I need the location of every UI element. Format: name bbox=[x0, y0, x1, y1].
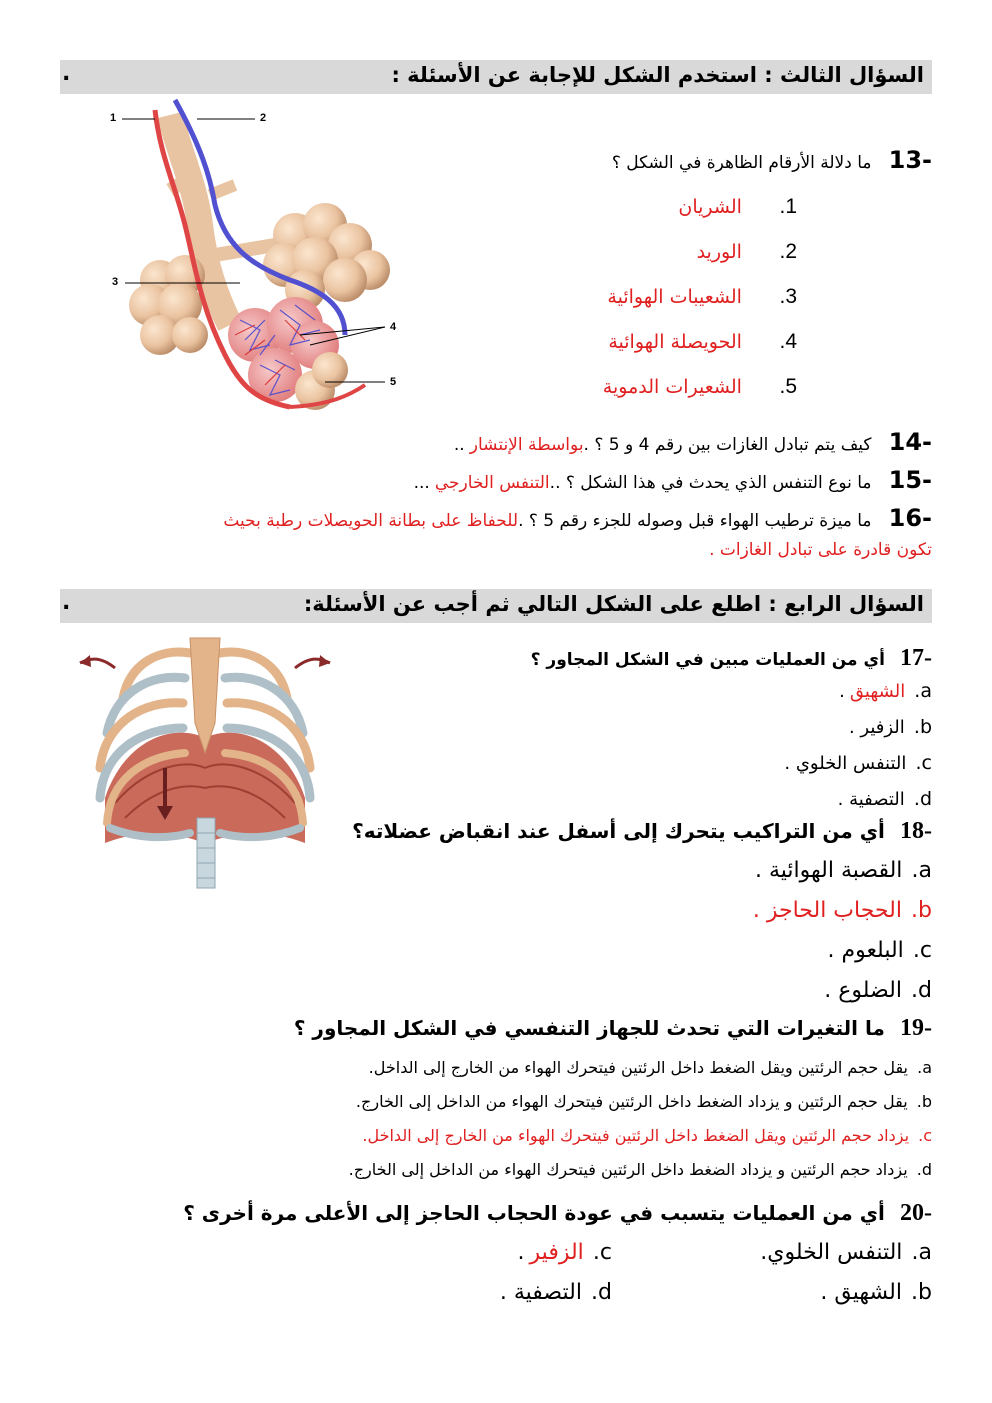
list-item bbox=[603, 330, 797, 375]
option-letter: d. bbox=[913, 788, 932, 810]
section4-title: السؤال الرابع : اطلع على الشكل التالي ثم أجب عن الأسئلة: bbox=[303, 592, 924, 616]
option-letter: b. bbox=[911, 1280, 932, 1305]
q20-line bbox=[183, 1200, 932, 1227]
q16-answer-continued: تكون قادرة على تبادل الغازات . bbox=[709, 540, 932, 560]
option-a[interactable] bbox=[753, 858, 932, 898]
q14-line bbox=[454, 428, 932, 456]
option-b[interactable] bbox=[784, 716, 932, 752]
option-text: التصفية . bbox=[499, 1280, 582, 1305]
option-letter: a. bbox=[911, 858, 932, 883]
option-letter: b. bbox=[916, 1092, 932, 1111]
ribcage-figure bbox=[65, 628, 345, 893]
q16-line bbox=[223, 504, 932, 532]
item-answer: الشعيبات الهوائية bbox=[607, 286, 742, 308]
option-text: التنفس الخلوي. bbox=[760, 1240, 903, 1265]
q17-line bbox=[531, 645, 932, 672]
option-c[interactable] bbox=[784, 752, 932, 788]
q16-line2 bbox=[709, 540, 932, 560]
option-letter: c. bbox=[915, 752, 932, 774]
option-d[interactable] bbox=[753, 978, 932, 1018]
figure-label-4: 4 bbox=[390, 321, 397, 333]
q18-options bbox=[753, 858, 932, 1018]
option-letter: a. bbox=[914, 680, 932, 702]
item-answer: الحويصلة الهوائية bbox=[608, 331, 742, 353]
option-letter: d. bbox=[916, 1160, 932, 1179]
option-text: يزداد حجم الرئتين و يزداد الضغط داخل الرئتين فيتحرك الهواء من الداخل إلى الخارج. bbox=[348, 1160, 908, 1179]
list-item bbox=[603, 375, 797, 420]
alveoli-figure bbox=[100, 95, 420, 425]
q17-number: -17 bbox=[900, 645, 932, 671]
option-letter: a. bbox=[911, 1240, 932, 1265]
option-tail: . bbox=[839, 681, 845, 702]
option-answer: الحجاب الحاجز . bbox=[752, 898, 902, 923]
q13-list bbox=[603, 195, 797, 420]
q20-number: -20 bbox=[900, 1200, 932, 1226]
q16-number: -16 bbox=[888, 504, 932, 532]
option-text: البلعوم . bbox=[827, 938, 904, 963]
option-answer: يزداد حجم الرئتين ويقل الضغط داخل الرئتين فيتحرك الهواء من الخارج إلى الداخل. bbox=[362, 1126, 910, 1145]
q19-number: -19 bbox=[900, 1015, 932, 1041]
option-text: التنفس الخلوي . bbox=[784, 753, 907, 774]
q14-number: -14 bbox=[888, 428, 932, 456]
q15-number: -15 bbox=[888, 466, 932, 494]
list-item bbox=[603, 195, 797, 240]
item-number: 1. bbox=[779, 195, 797, 218]
q15-tail: ... bbox=[413, 473, 430, 493]
section4-dot: . bbox=[62, 590, 71, 615]
option-letter: b. bbox=[913, 716, 932, 738]
option-d[interactable] bbox=[349, 1160, 932, 1194]
section3-dot: . bbox=[62, 61, 71, 86]
q20-option-a[interactable] bbox=[760, 1240, 932, 1265]
option-letter: d. bbox=[911, 978, 932, 1003]
option-b[interactable] bbox=[349, 1092, 932, 1126]
q13-text: ما دلالة الأرقام الظاهرة في الشكل ؟ bbox=[611, 153, 872, 173]
option-letter: c. bbox=[592, 1240, 612, 1265]
section4-header bbox=[60, 589, 932, 623]
q15-line bbox=[414, 466, 932, 494]
option-text: يقل حجم الرئتين ويقل الضغط داخل الرئتين فيتحرك الهواء من الخارج إلى الداخل. bbox=[368, 1058, 908, 1077]
q17-text: أي من العمليات مبين في الشكل المجاور ؟ bbox=[530, 650, 885, 670]
option-answer: الزفير bbox=[529, 1240, 584, 1265]
option-b[interactable] bbox=[753, 898, 932, 938]
option-letter: a. bbox=[917, 1058, 932, 1077]
q20-option-c[interactable] bbox=[517, 1240, 612, 1265]
alveoli-illustration bbox=[100, 95, 420, 425]
item-answer: الوريد bbox=[696, 241, 742, 263]
item-number: 2. bbox=[779, 240, 797, 263]
q18-line bbox=[352, 818, 932, 845]
option-text: التصفية . bbox=[837, 789, 905, 810]
list-item bbox=[603, 285, 797, 330]
q13-number: -13 bbox=[888, 146, 932, 174]
item-number: 3. bbox=[779, 285, 797, 308]
option-letter: b. bbox=[911, 898, 932, 923]
q15-text: ما نوع التنفس الذي يحدث في هذا الشكل ؟ .. bbox=[549, 473, 872, 493]
section3-header bbox=[60, 60, 932, 94]
option-a[interactable] bbox=[349, 1058, 932, 1092]
figure-label-3: 3 bbox=[112, 276, 119, 288]
option-letter: c. bbox=[912, 938, 932, 963]
option-letter: c. bbox=[918, 1126, 932, 1145]
section3-title: السؤال الثالث : استخدم الشكل للإجابة عن الأسئلة : bbox=[391, 63, 924, 87]
q18-text: أي من التراكيب يتحرك إلى أسفل عند انقباض عضلاته؟ bbox=[352, 819, 885, 843]
figure-label-1: 1 bbox=[110, 112, 117, 124]
q19-text: ما التغيرات التي تحدث للجهاز التنفسي في الشكل المجاور ؟ bbox=[293, 1016, 885, 1040]
list-item bbox=[603, 240, 797, 285]
option-a[interactable] bbox=[784, 680, 932, 716]
option-answer: الشهيق bbox=[849, 681, 906, 702]
option-c[interactable] bbox=[349, 1126, 932, 1160]
option-text: القصبة الهوائية . bbox=[754, 858, 903, 883]
q20-option-d[interactable] bbox=[500, 1280, 612, 1305]
q19-options bbox=[349, 1058, 932, 1194]
figure-label-2: 2 bbox=[260, 112, 267, 124]
item-number: 4. bbox=[779, 330, 797, 353]
figure-label-5: 5 bbox=[390, 376, 397, 388]
option-text: الضلوع . bbox=[824, 978, 902, 1003]
option-c[interactable] bbox=[753, 938, 932, 978]
q20-text: أي من العمليات يتسبب في عودة الحجاب الحاجز إلى الأعلى مرة أخرى ؟ bbox=[183, 1201, 885, 1225]
q18-number: -18 bbox=[900, 818, 932, 844]
item-number: 5. bbox=[779, 375, 797, 398]
q16-answer: للحفاظ على بطانة الحويصلات رطبة بحيث bbox=[223, 511, 519, 531]
option-text: الشهيق . bbox=[820, 1280, 902, 1305]
item-answer: الشريان bbox=[678, 196, 742, 218]
q14-text: كيف يتم تبادل الغازات بين رقم 4 و 5 ؟ . bbox=[583, 435, 872, 455]
option-text: يقل حجم الرئتين و يزداد الضغط داخل الرئتين فيتحرك الهواء من الداخل إلى الخارج. bbox=[355, 1092, 908, 1111]
ribcage-illustration bbox=[65, 628, 345, 893]
q19-line bbox=[294, 1015, 932, 1042]
q16-text: ما ميزة ترطيب الهواء قبل وصوله للجزء رقم 5 ؟ . bbox=[518, 511, 872, 531]
q14-tail: .. bbox=[453, 435, 465, 455]
q20-option-b[interactable] bbox=[820, 1280, 932, 1305]
item-answer: الشعيرات الدموية bbox=[602, 376, 742, 398]
option-text: الزفير . bbox=[848, 717, 905, 738]
q14-answer: بواسطة الإنتشار bbox=[469, 435, 584, 455]
q17-options bbox=[784, 680, 932, 824]
option-tail: . bbox=[517, 1240, 525, 1265]
q13-line bbox=[612, 146, 932, 174]
q15-answer: التنفس الخارجي bbox=[434, 473, 550, 493]
option-letter: d. bbox=[591, 1280, 612, 1305]
